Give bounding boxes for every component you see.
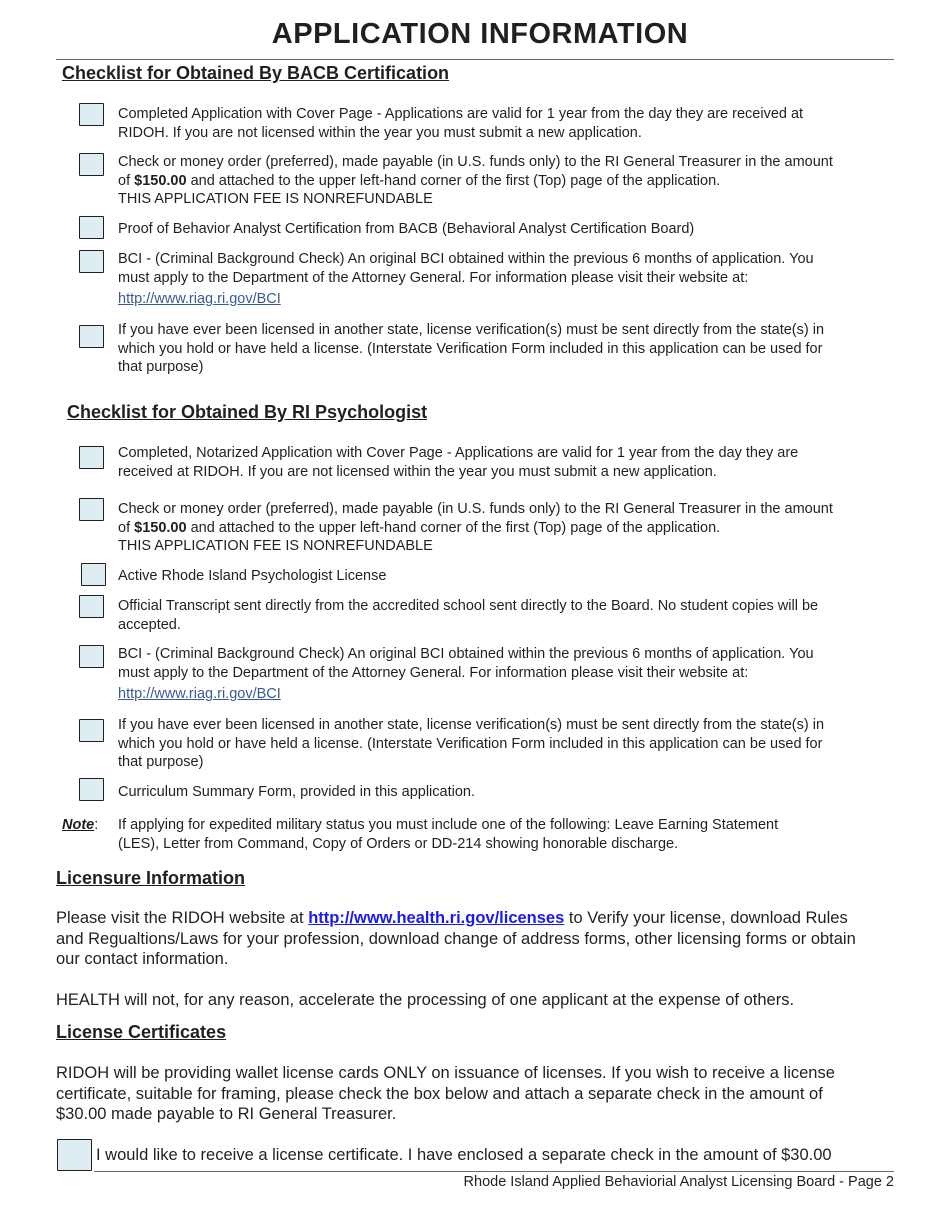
bacb-bci-item [118,250,898,309]
bacb-certification-checkbox[interactable] [79,216,104,239]
psych-curriculum-item [118,783,898,802]
psych-transcript-checkbox[interactable] [79,595,104,618]
item-line: If you have ever been licensed in another state, license verification(s) must be sent directly from the state(s) in [118,322,825,338]
licensure-heading: Licensure Information [56,868,246,888]
bacb-fee-checkbox[interactable] [79,153,104,176]
item-line: Check or money order (preferred), made payable (in U.S. funds only) to the RI General Treasurer in the amount [118,501,833,517]
item-line: that purpose) [118,754,204,770]
item-line: If you have ever been licensed in another state, license verification(s) must be sent directly from the state(s) in [118,717,825,733]
psych-verification-checkbox[interactable] [79,719,104,742]
page-title: APPLICATION INFORMATION [271,18,689,50]
of-text: of [118,519,135,536]
bacb-application-checkbox[interactable] [79,103,104,126]
para-text: Please visit the RIDOH website at [56,909,309,927]
item-line: accepted. [118,616,181,633]
item-line: that purpose) [118,359,204,375]
psych-license-item [118,567,898,586]
item-line: Active Rhode Island Psychologist License [118,568,387,584]
item-line: RIDOH. If you are not licensed within the year you must submit a new application. [118,124,642,141]
certificates-paragraph [56,1063,896,1125]
psych-bci-item [118,645,898,704]
item-line: Check or money order (preferred), made payable (in U.S. funds only) to the RI General Treasurer in the amount [118,154,833,170]
psych-verification-item [118,716,898,772]
psych-application-checkbox[interactable] [79,446,104,469]
item-line: must apply to the Department of the Attorney General. For information please visit their website at: [118,269,749,286]
health-licenses-link[interactable]: http://www.health.ri.gov/licenses [308,909,565,927]
note-line: (LES), Letter from Command, Copy of Orders or DD-214 showing honorable discharge. [118,836,679,852]
para-line: $30.00 made payable to RI General Treasurer. [56,1105,397,1123]
item-line: received at RIDOH. If you are not licensed within the year you must submit a new application. [118,463,717,480]
psych-application-item [118,444,898,481]
item-text: and attached to the upper left-hand corner of the first (Top) page of the application. [186,519,721,536]
item-line: Completed, Notarized Application with Cover Page - Applications are valid for 1 year from the day they are [118,445,799,461]
military-note [62,816,862,852]
bacb-fee-item [118,153,898,209]
certificate-request-checkbox[interactable] [57,1139,92,1171]
item-line: which you hold or have held a license. (Interstate Verification Form included in this application can be used for [118,735,823,752]
para-line: certificate, suitable for framing, please check the box below and attach a separate check in the amount of [56,1084,823,1103]
bacb-verification-checkbox[interactable] [79,325,104,348]
para-line [56,908,896,929]
psych-license-checkbox[interactable] [81,563,106,586]
item-line: Proof of Behavior Analyst Certification from BACB (Behavioral Analyst Certification Board) [118,221,695,237]
bacb-certification-item [118,220,898,239]
title-rule [56,59,894,60]
note-body [118,816,858,854]
psych-transcript-item [118,597,898,634]
item-line [118,172,898,191]
note-label: Note [62,817,95,833]
item-line: BCI - (Criminal Background Check) An original BCI obtained within the previous 6 months of application. You [118,646,814,662]
psych-bci-checkbox[interactable] [79,645,104,668]
item-line: which you hold or have held a license. (Interstate Verification Form included in this application can be used for [118,340,823,357]
riag-bci-link[interactable]: http://www.riag.ri.gov/BCI [118,291,281,307]
para-line: our contact information. [56,950,229,968]
bacb-bci-checkbox[interactable] [79,250,104,273]
para-text: to Verify your license, download Rules [564,909,848,927]
psych-fee-item [118,500,898,556]
bacb-verification-item [118,321,898,377]
riag-bci-link[interactable]: http://www.riag.ri.gov/BCI [118,686,281,702]
note-line: If applying for expedited military status you must include one of the following: Leave Earning Statement [118,817,779,833]
item-line: must apply to the Department of the Attorney General. For information please visit their website at: [118,664,749,681]
nonrefundable-notice: THIS APPLICATION FEE IS NONREFUNDABLE [118,538,433,554]
para-line: and Regualtions/Laws for your profession, download change of address forms, other licensing forms or obtain [56,929,856,948]
item-line: Curriculum Summary Form, provided in this application. [118,784,475,800]
item-line: Official Transcript sent directly from the accredited school sent directly to the Board. No student copies will be [118,598,819,614]
item-line: BCI - (Criminal Background Check) An original BCI obtained within the previous 6 months of application. You [118,251,814,267]
nonrefundable-notice: THIS APPLICATION FEE IS NONREFUNDABLE [118,191,433,207]
bacb-application-item [118,105,898,142]
fee-amount: $150.00 [134,519,187,536]
health-statement: HEALTH will not, for any reason, accelerate the processing of one applicant at the expense of others. [56,991,795,1009]
of-text: of [118,172,135,189]
psych-checklist-heading: Checklist for Obtained By RI Psychologist [67,402,428,422]
item-line: Completed Application with Cover Page - Applications are valid for 1 year from the day they are received at [118,106,804,122]
bacb-checklist-heading: Checklist for Obtained By BACB Certification [62,63,450,83]
item-line [118,519,898,538]
note-colon: : [94,817,99,833]
fee-amount: $150.00 [134,172,187,189]
licensure-paragraph [56,908,896,970]
certificates-heading: License Certificates [56,1022,227,1042]
para-line: RIDOH will be providing wallet license cards ONLY on issuance of licenses. If you wish to receive a license [56,1064,835,1082]
psych-curriculum-checkbox[interactable] [79,778,104,801]
certificate-request-text: I would like to receive a license certificate. I have enclosed a separate check in the amount of $30.00 [96,1146,832,1164]
footer-rule [94,1171,894,1172]
item-text: and attached to the upper left-hand corner of the first (Top) page of the application. [186,172,721,189]
page-footer: Rhode Island Applied Behaviorial Analyst Licensing Board - Page 2 [463,1174,894,1190]
psych-fee-checkbox[interactable] [79,498,104,521]
